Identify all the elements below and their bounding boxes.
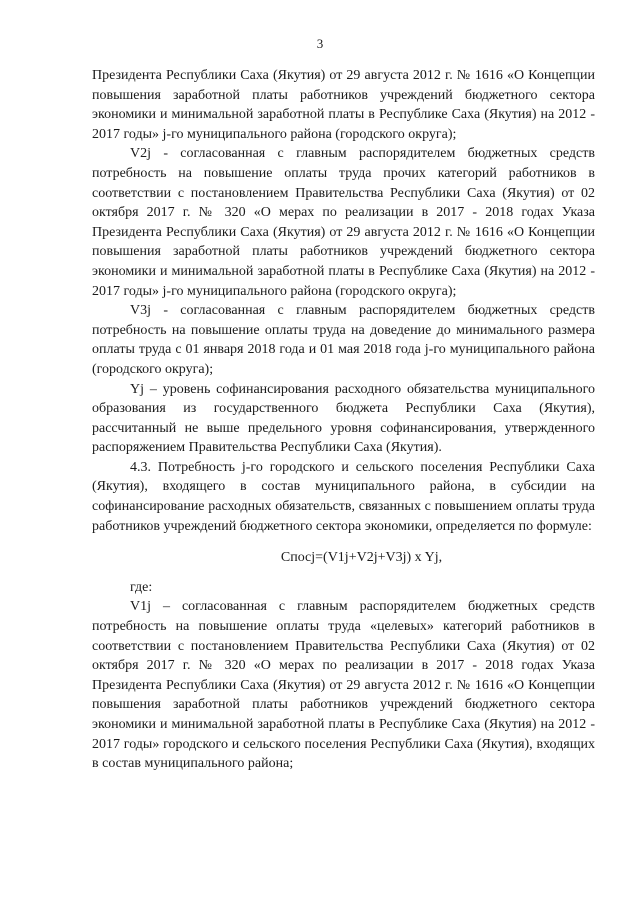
subsidy-formula: Спосj=(V1j+V2j+V3j) x Yj, [280, 550, 443, 566]
document-body [92, 66, 595, 774]
where-label: где: [130, 579, 153, 595]
paragraph-continuation: Президента Республики Саха (Якутия) от 29 августа 2012 г. № 1616 «О Концепции повышения заработной платы работников учреждений бюджетного сектора экономики и минимальной заработной платы в Республике Саха (Якутия) на 2012 - 2017 годы» j-го муниципального района (городского округа); [92, 68, 595, 142]
paragraph-v1j-definition: V1j – согласованная с главным распорядителем бюджетных средств потребность на повышение оплаты труда «целевых» категорий работников в соответствии с постановлением Правительства Республики Саха (Якутия) от 02 октября 2017 г. № 320 «О мерах по реализации в 2017 - 2018 годах Указа Президента Республики Саха (Якутия) от 29 августа 2012 г. № 1616 «О Концепции повышения заработной платы работников учреждений бюджетного сектора экономики и минимальной заработной платы в Республике Саха (Якутия) на 2012 - 2017 годы» городского и сельского поселения Республики Саха (Якутия), входящих в состав муниципального района; [92, 599, 595, 772]
paragraph-section-4-3: 4.3. Потребность j-го городского и сельского поселения Республики Саха (Якутия), входящего в состав муниципального района, в субсидии на софинансирование расходных обязательств, связанных с повышением оплаты труда работников учреждений бюджетного сектора экономики, определяется по формуле: [92, 459, 595, 534]
page-number: 3 [316, 36, 324, 51]
paragraph-v2j-definition: V2j - согласованная с главным распорядителем бюджетных средств потребность на повышение оплаты труда прочих категорий работников в соответствии с постановлением Правительства Республики Саха (Якутия) от 02 октября 2017 г. № 320 «О мерах по реализации в 2017 - 2018 годах Указа Президента Республики Саха (Якутия) от 29 августа 2012 г. № 1616 «О Концепции повышения заработной платы работников учреждений бюджетного сектора экономики и минимальной заработной платы в Республике Саха (Якутия) на 2012 - 2017 годы» j-го муниципального района (городского округа); [92, 146, 595, 299]
paragraph-v3j-definition: V3j - согласованная с главным распорядителем бюджетных средств потребность на повышение оплаты труда на доведение до минимального размера оплаты труда с 01 января 2018 года и 01 мая 2018 года j-го муниципального района (городского округа); [92, 303, 595, 377]
paragraph-yj-definition: Yj – уровень софинансирования расходного обязательства муниципального образования из государственного бюджета Республики Саха (Якутия), рассчитанный не выше предельного уровня софинансирования, утвержденного распоряжением Правительства Республики Саха (Якутия). [92, 381, 595, 456]
